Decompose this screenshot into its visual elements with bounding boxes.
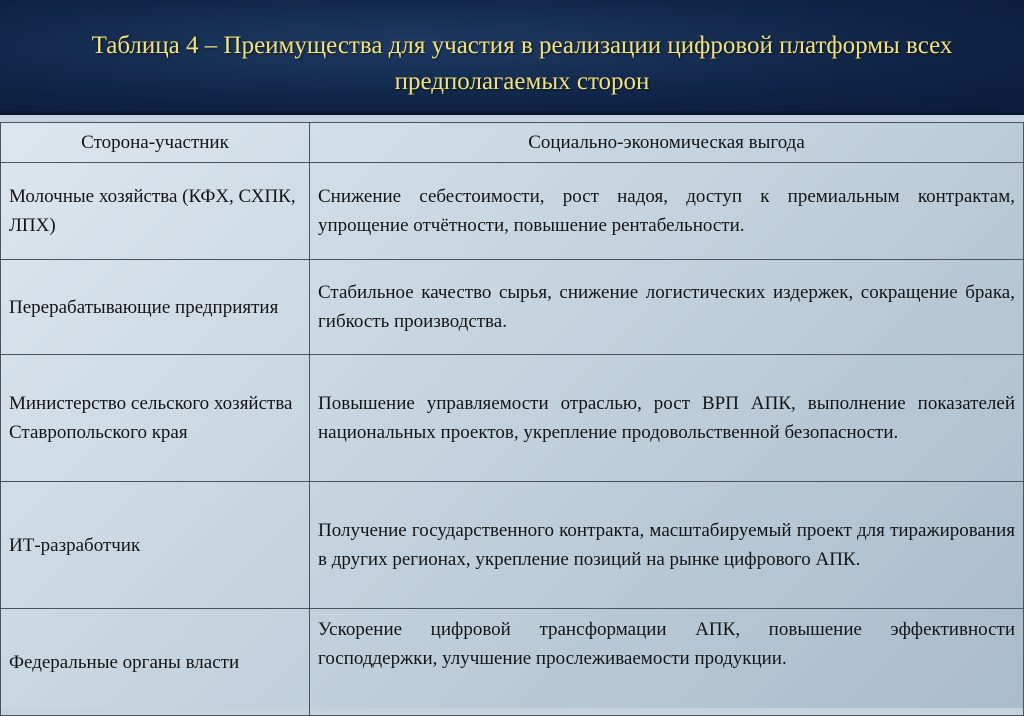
benefit-cell: Повышение управляемости отраслью, рост ВРП АПК, выполнение показателей национальных проектов, укрепление продовольственной безопасности. bbox=[310, 355, 1024, 482]
slide-title: Таблица 4 – Преимущества для участия в реализации цифровой платформы всех предполагаемых сторон bbox=[91, 32, 953, 95]
benefit-cell: Стабильное качество сырья, снижение логистических издержек, сокращение брака, гибкость производства. bbox=[310, 260, 1024, 355]
table-header-row bbox=[1, 123, 1024, 163]
benefit-cell: Получение государственного контракта, масштабируемый проект для тиражирования в других регионах, укрепление позиций на рынке цифрового АПК. bbox=[310, 482, 1024, 609]
party-cell: Министерство сельского хозяйства Ставропольского края bbox=[1, 355, 310, 482]
benefits-table-area bbox=[0, 122, 1024, 708]
party-cell: Федеральные органы власти bbox=[1, 609, 310, 716]
column-header-benefit: Социально-экономическая выгода bbox=[310, 123, 1024, 163]
slide-header bbox=[0, 0, 1024, 115]
table-row bbox=[1, 482, 1024, 609]
benefits-table bbox=[0, 122, 1024, 716]
table-row bbox=[1, 260, 1024, 355]
table-row bbox=[1, 163, 1024, 260]
party-cell: Молочные хозяйства (КФХ, СХПК, ЛПХ) bbox=[1, 163, 310, 260]
column-header-party: Сторона-участник bbox=[1, 123, 310, 163]
party-cell: ИТ-разработчик bbox=[1, 482, 310, 609]
party-cell: Перерабатывающие предприятия bbox=[1, 260, 310, 355]
table-row bbox=[1, 355, 1024, 482]
table-row bbox=[1, 609, 1024, 716]
benefit-cell: Снижение себестоимости, рост надоя, доступ к премиальным контрактам, упрощение отчётности, повышение рентабельности. bbox=[310, 163, 1024, 260]
benefit-cell: Ускорение цифровой трансформации АПК, повышение эффективности господдержки, улучшение прослеживаемости продукции. bbox=[310, 609, 1024, 716]
